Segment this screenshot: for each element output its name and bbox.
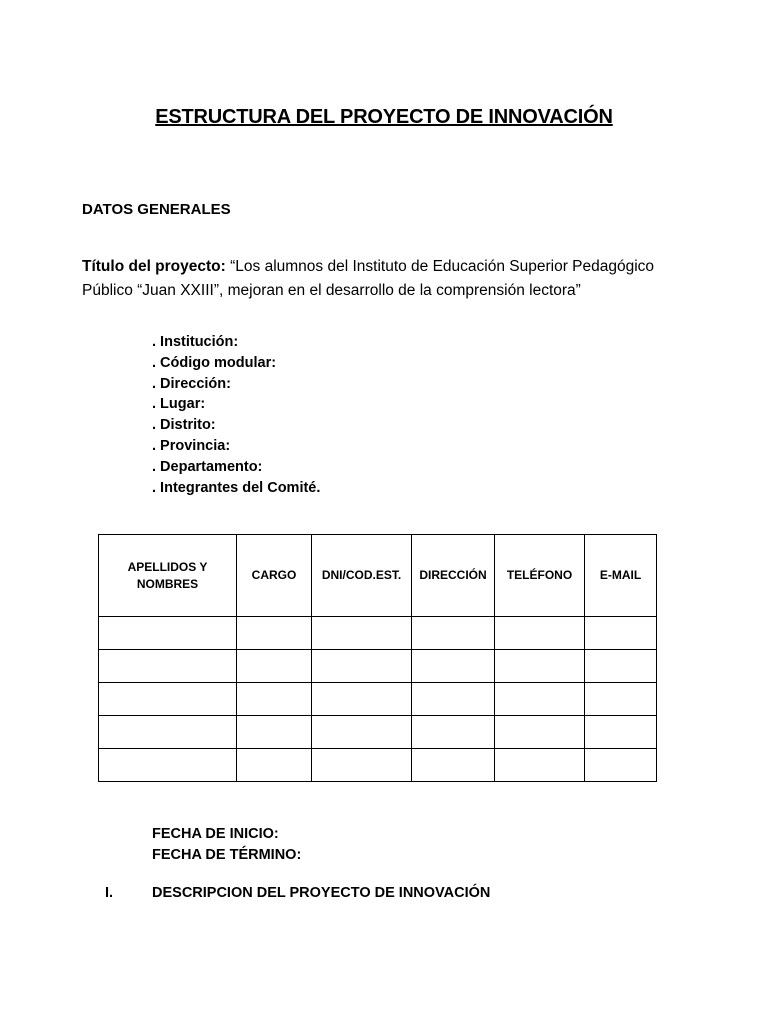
- table-cell: [412, 683, 495, 716]
- start-date-label: FECHA DE INICIO:: [152, 826, 279, 842]
- table-row: [99, 683, 657, 716]
- table-cell: [495, 716, 585, 749]
- header-dni: DNI/COD.EST.: [312, 535, 412, 617]
- section-i-title: DESCRIPCION DEL PROYECTO DE INNOVACIÓN: [152, 885, 491, 901]
- table-cell: [495, 650, 585, 683]
- field-address: . Dirección:: [152, 375, 231, 392]
- field-place: . Lugar:: [152, 396, 206, 413]
- end-date-label: FECHA DE TÉRMINO:: [152, 846, 302, 863]
- table-cell: [495, 683, 585, 716]
- table-cell: [99, 617, 237, 650]
- field-district: . Distrito:: [152, 417, 216, 434]
- table-cell: [99, 749, 237, 782]
- table-cell: [237, 617, 312, 650]
- header-email: E-MAIL: [585, 535, 657, 617]
- field-modular-code: . Código modular:: [152, 354, 277, 371]
- field-institution: . Institución:: [152, 334, 239, 350]
- table-cell: [312, 617, 412, 650]
- table-cell: [99, 650, 237, 683]
- table-cell: [412, 650, 495, 683]
- committee-table-header-row: [99, 535, 657, 617]
- field-department: . Departamento:: [152, 458, 263, 475]
- table-cell: [99, 716, 237, 749]
- project-title-text: “Los alumnos del Instituto de Educación Superior Pedagógico Público “Juan XXIII”, mejoran en el desarrollo de la comprensión lectora”: [82, 258, 655, 299]
- field-province: . Provincia:: [152, 437, 231, 454]
- table-cell: [312, 650, 412, 683]
- table-cell: [237, 716, 312, 749]
- table-cell: [412, 749, 495, 782]
- table-cell: [412, 716, 495, 749]
- section-i-number: I.: [105, 885, 114, 901]
- project-title-paragraph: [82, 255, 702, 303]
- table-row: [99, 716, 657, 749]
- project-title-label: Título del proyecto:: [82, 258, 226, 275]
- project-dates: [152, 824, 301, 866]
- table-row: [99, 749, 657, 782]
- header-names: APELLIDOS Y NOMBRES: [99, 535, 237, 617]
- table-cell: [412, 617, 495, 650]
- field-committee-members: . Integrantes del Comité.: [152, 479, 321, 496]
- table-row: [99, 617, 657, 650]
- header-address: DIRECCIÓN: [412, 535, 495, 617]
- general-data-heading: DATOS GENERALES: [82, 201, 231, 218]
- header-phone: TELÉFONO: [495, 535, 585, 617]
- table-cell: [585, 716, 657, 749]
- table-cell: [585, 749, 657, 782]
- table-cell: [237, 650, 312, 683]
- section-i-heading: [105, 885, 490, 901]
- general-data-fields: [152, 332, 320, 498]
- header-position: CARGO: [237, 535, 312, 617]
- table-cell: [312, 683, 412, 716]
- table-cell: [495, 617, 585, 650]
- table-cell: [585, 683, 657, 716]
- document-title: ESTRUCTURA DEL PROYECTO DE INNOVACIÓN: [155, 106, 613, 128]
- committee-table: [98, 534, 657, 782]
- table-cell: [237, 749, 312, 782]
- table-row: [99, 650, 657, 683]
- table-cell: [585, 650, 657, 683]
- table-cell: [495, 749, 585, 782]
- table-cell: [312, 716, 412, 749]
- table-cell: [237, 683, 312, 716]
- table-cell: [99, 683, 237, 716]
- table-cell: [312, 749, 412, 782]
- table-cell: [585, 617, 657, 650]
